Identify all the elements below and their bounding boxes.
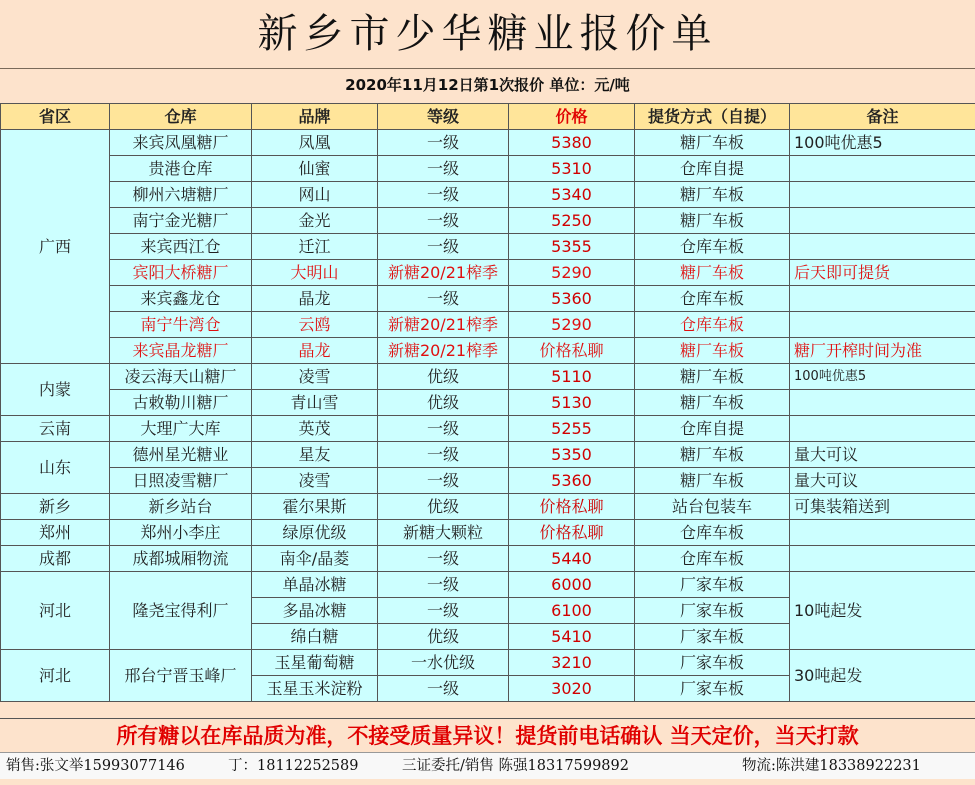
grade-cell: 一级 <box>378 572 509 598</box>
table-row <box>1 260 975 286</box>
warehouse-cell: 贵港仓库 <box>110 156 252 182</box>
grade-cell: 一级 <box>378 208 509 234</box>
price-cell: 5350 <box>509 442 635 468</box>
contact-bar <box>0 752 975 779</box>
grade-cell: 一级 <box>378 286 509 312</box>
table-row <box>1 312 975 338</box>
price-cell: 价格私聊 <box>509 494 635 520</box>
grade-cell: 一级 <box>378 234 509 260</box>
pickup-cell: 糖厂车板 <box>635 208 790 234</box>
note-cell: 量大可议 <box>790 468 975 494</box>
pickup-cell: 糖厂车板 <box>635 182 790 208</box>
grade-cell: 一级 <box>378 676 509 702</box>
note-cell: 10吨起发 <box>790 572 975 650</box>
table-row <box>1 390 975 416</box>
warehouse-cell: 来宾凤凰糖厂 <box>110 130 252 156</box>
agent-contact: 三证委托/销售 陈强18317599892 <box>402 758 629 774</box>
note-cell: 糖厂开榨时间为准 <box>790 338 975 364</box>
quality-notice: 所有糖以在库品质为准，不接受质量异议！提货前电话确认 当天定价，当天打款 <box>0 718 975 753</box>
price-cell: 5250 <box>509 208 635 234</box>
table-row <box>1 364 975 390</box>
grade-cell: 优级 <box>378 364 509 390</box>
note-cell <box>790 546 975 572</box>
warehouse-cell: 德州星光糖业 <box>110 442 252 468</box>
header-pickup: 提货方式（自提） <box>635 104 790 130</box>
brand-cell: 晶龙 <box>252 286 378 312</box>
brand-cell: 霍尔果斯 <box>252 494 378 520</box>
price-cell: 5410 <box>509 624 635 650</box>
province-cell: 郑州 <box>1 520 110 546</box>
warehouse-cell: 隆尧宝得利厂 <box>110 572 252 650</box>
price-cell: 5380 <box>509 130 635 156</box>
table-row <box>1 130 975 156</box>
table-row <box>1 468 975 494</box>
note-cell <box>790 208 975 234</box>
price-cell: 3020 <box>509 676 635 702</box>
note-cell <box>790 390 975 416</box>
grade-cell: 优级 <box>378 624 509 650</box>
brand-cell: 玉星玉米淀粉 <box>252 676 378 702</box>
table-row <box>1 494 975 520</box>
header-warehouse: 仓库 <box>110 104 252 130</box>
province-cell: 内蒙 <box>1 364 110 416</box>
header-grade: 等级 <box>378 104 509 130</box>
pickup-cell: 仓库车板 <box>635 546 790 572</box>
pickup-cell: 糖厂车板 <box>635 468 790 494</box>
pickup-cell: 糖厂车板 <box>635 390 790 416</box>
header-note: 备注 <box>790 104 975 130</box>
grade-cell: 一级 <box>378 442 509 468</box>
price-cell: 价格私聊 <box>509 520 635 546</box>
warehouse-cell: 宾阳大桥糖厂 <box>110 260 252 286</box>
header-brand: 品牌 <box>252 104 378 130</box>
header-row <box>1 104 975 130</box>
pickup-cell: 仓库自提 <box>635 156 790 182</box>
pickup-cell: 仓库自提 <box>635 416 790 442</box>
warehouse-cell: 成都城厢物流 <box>110 546 252 572</box>
pickup-cell: 站台包装车 <box>635 494 790 520</box>
warehouse-cell: 柳州六塘糖厂 <box>110 182 252 208</box>
grade-cell: 一级 <box>378 130 509 156</box>
pickup-cell: 糖厂车板 <box>635 130 790 156</box>
brand-cell: 星友 <box>252 442 378 468</box>
note-cell <box>790 182 975 208</box>
price-cell: 5340 <box>509 182 635 208</box>
brand-cell: 凌雪 <box>252 364 378 390</box>
pickup-cell: 仓库车板 <box>635 312 790 338</box>
province-cell: 山东 <box>1 442 110 494</box>
price-cell: 5360 <box>509 286 635 312</box>
brand-cell: 晶龙 <box>252 338 378 364</box>
brand-cell: 多晶冰糖 <box>252 598 378 624</box>
brand-cell: 金光 <box>252 208 378 234</box>
note-cell <box>790 416 975 442</box>
table-row <box>1 572 975 598</box>
price-cell: 5130 <box>509 390 635 416</box>
logistics-contact: 物流:陈洪建18338922231 <box>742 758 921 774</box>
brand-cell: 绵白糖 <box>252 624 378 650</box>
warehouse-cell: 郑州小李庄 <box>110 520 252 546</box>
brand-cell: 迁江 <box>252 234 378 260</box>
pickup-cell: 糖厂车板 <box>635 260 790 286</box>
price-cell: 5290 <box>509 260 635 286</box>
table-row <box>1 182 975 208</box>
price-cell: 5440 <box>509 546 635 572</box>
table-row <box>1 338 975 364</box>
price-table <box>0 103 975 702</box>
sheet-subtitle: 2020年11月12日第1次报价 单位：元/吨 <box>345 76 630 94</box>
table-row <box>1 546 975 572</box>
header-province: 省区 <box>1 104 110 130</box>
pickup-cell: 仓库车板 <box>635 520 790 546</box>
price-cell: 3210 <box>509 650 635 676</box>
table-row <box>1 650 975 676</box>
header-price: 价格 <box>509 104 635 130</box>
note-cell <box>790 312 975 338</box>
province-cell: 河北 <box>1 650 110 702</box>
brand-cell: 绿原优级 <box>252 520 378 546</box>
pickup-cell: 糖厂车板 <box>635 442 790 468</box>
ding-contact: 丁：18112252589 <box>228 758 359 774</box>
grade-cell: 一级 <box>378 546 509 572</box>
warehouse-cell: 日照凌雪糖厂 <box>110 468 252 494</box>
note-cell: 后天即可提货 <box>790 260 975 286</box>
grade-cell: 一级 <box>378 468 509 494</box>
price-cell: 6100 <box>509 598 635 624</box>
grade-cell: 优级 <box>378 390 509 416</box>
note-cell <box>790 234 975 260</box>
table-row <box>1 286 975 312</box>
price-cell: 5360 <box>509 468 635 494</box>
note-cell <box>790 156 975 182</box>
pickup-cell: 厂家车板 <box>635 676 790 702</box>
grade-cell: 新糖20/21榨季 <box>378 260 509 286</box>
pickup-cell: 厂家车板 <box>635 624 790 650</box>
table-row <box>1 156 975 182</box>
price-cell: 5355 <box>509 234 635 260</box>
brand-cell: 南伞/晶菱 <box>252 546 378 572</box>
brand-cell: 云鸥 <box>252 312 378 338</box>
grade-cell: 一级 <box>378 156 509 182</box>
province-cell: 河北 <box>1 572 110 650</box>
sheet-title: 新乡市少华糖业报价单 <box>0 0 975 69</box>
brand-cell: 大明山 <box>252 260 378 286</box>
warehouse-cell: 南宁牛湾仓 <box>110 312 252 338</box>
pickup-cell: 仓库车板 <box>635 286 790 312</box>
province-cell: 广西 <box>1 130 110 364</box>
brand-cell: 仙蜜 <box>252 156 378 182</box>
table-row <box>1 234 975 260</box>
warehouse-cell: 来宾鑫龙仓 <box>110 286 252 312</box>
price-cell: 5255 <box>509 416 635 442</box>
note-cell: 100吨优惠5 <box>790 364 975 390</box>
brand-cell: 凤凰 <box>252 130 378 156</box>
warehouse-cell: 来宾西江仓 <box>110 234 252 260</box>
brand-cell: 单晶冰糖 <box>252 572 378 598</box>
table-row <box>1 416 975 442</box>
pickup-cell: 厂家车板 <box>635 598 790 624</box>
pickup-cell: 厂家车板 <box>635 650 790 676</box>
price-cell: 5290 <box>509 312 635 338</box>
pickup-cell: 厂家车板 <box>635 572 790 598</box>
note-cell: 100吨优惠5 <box>790 130 975 156</box>
province-cell: 成都 <box>1 546 110 572</box>
warehouse-cell: 凌云海天山糖厂 <box>110 364 252 390</box>
note-cell <box>790 286 975 312</box>
grade-cell: 一级 <box>378 416 509 442</box>
price-cell: 5310 <box>509 156 635 182</box>
warehouse-cell: 新乡站台 <box>110 494 252 520</box>
warehouse-cell: 南宁金光糖厂 <box>110 208 252 234</box>
sales-contact: 销售:张文举15993077146 <box>6 758 185 774</box>
brand-cell: 英茂 <box>252 416 378 442</box>
note-cell <box>790 520 975 546</box>
province-cell: 新乡 <box>1 494 110 520</box>
brand-cell: 青山雪 <box>252 390 378 416</box>
note-cell: 可集装箱送到 <box>790 494 975 520</box>
note-cell: 30吨起发 <box>790 650 975 702</box>
price-cell: 价格私聊 <box>509 338 635 364</box>
price-cell: 6000 <box>509 572 635 598</box>
grade-cell: 新糖20/21榨季 <box>378 338 509 364</box>
warehouse-cell: 大理广大库 <box>110 416 252 442</box>
table-row <box>1 208 975 234</box>
table-row <box>1 442 975 468</box>
grade-cell: 新糖20/21榨季 <box>378 312 509 338</box>
grade-cell: 新糖大颗粒 <box>378 520 509 546</box>
grade-cell: 一水优级 <box>378 650 509 676</box>
warehouse-cell: 邢台宁晋玉峰厂 <box>110 650 252 702</box>
province-cell: 云南 <box>1 416 110 442</box>
brand-cell: 网山 <box>252 182 378 208</box>
pickup-cell: 仓库车板 <box>635 234 790 260</box>
warehouse-cell: 古敕勒川糖厂 <box>110 390 252 416</box>
brand-cell: 玉星葡萄糖 <box>252 650 378 676</box>
table-row <box>1 520 975 546</box>
pickup-cell: 糖厂车板 <box>635 338 790 364</box>
pickup-cell: 糖厂车板 <box>635 364 790 390</box>
brand-cell: 凌雪 <box>252 468 378 494</box>
grade-cell: 一级 <box>378 598 509 624</box>
price-cell: 5110 <box>509 364 635 390</box>
warehouse-cell: 来宾晶龙糖厂 <box>110 338 252 364</box>
grade-cell: 优级 <box>378 494 509 520</box>
note-cell: 量大可议 <box>790 442 975 468</box>
grade-cell: 一级 <box>378 182 509 208</box>
